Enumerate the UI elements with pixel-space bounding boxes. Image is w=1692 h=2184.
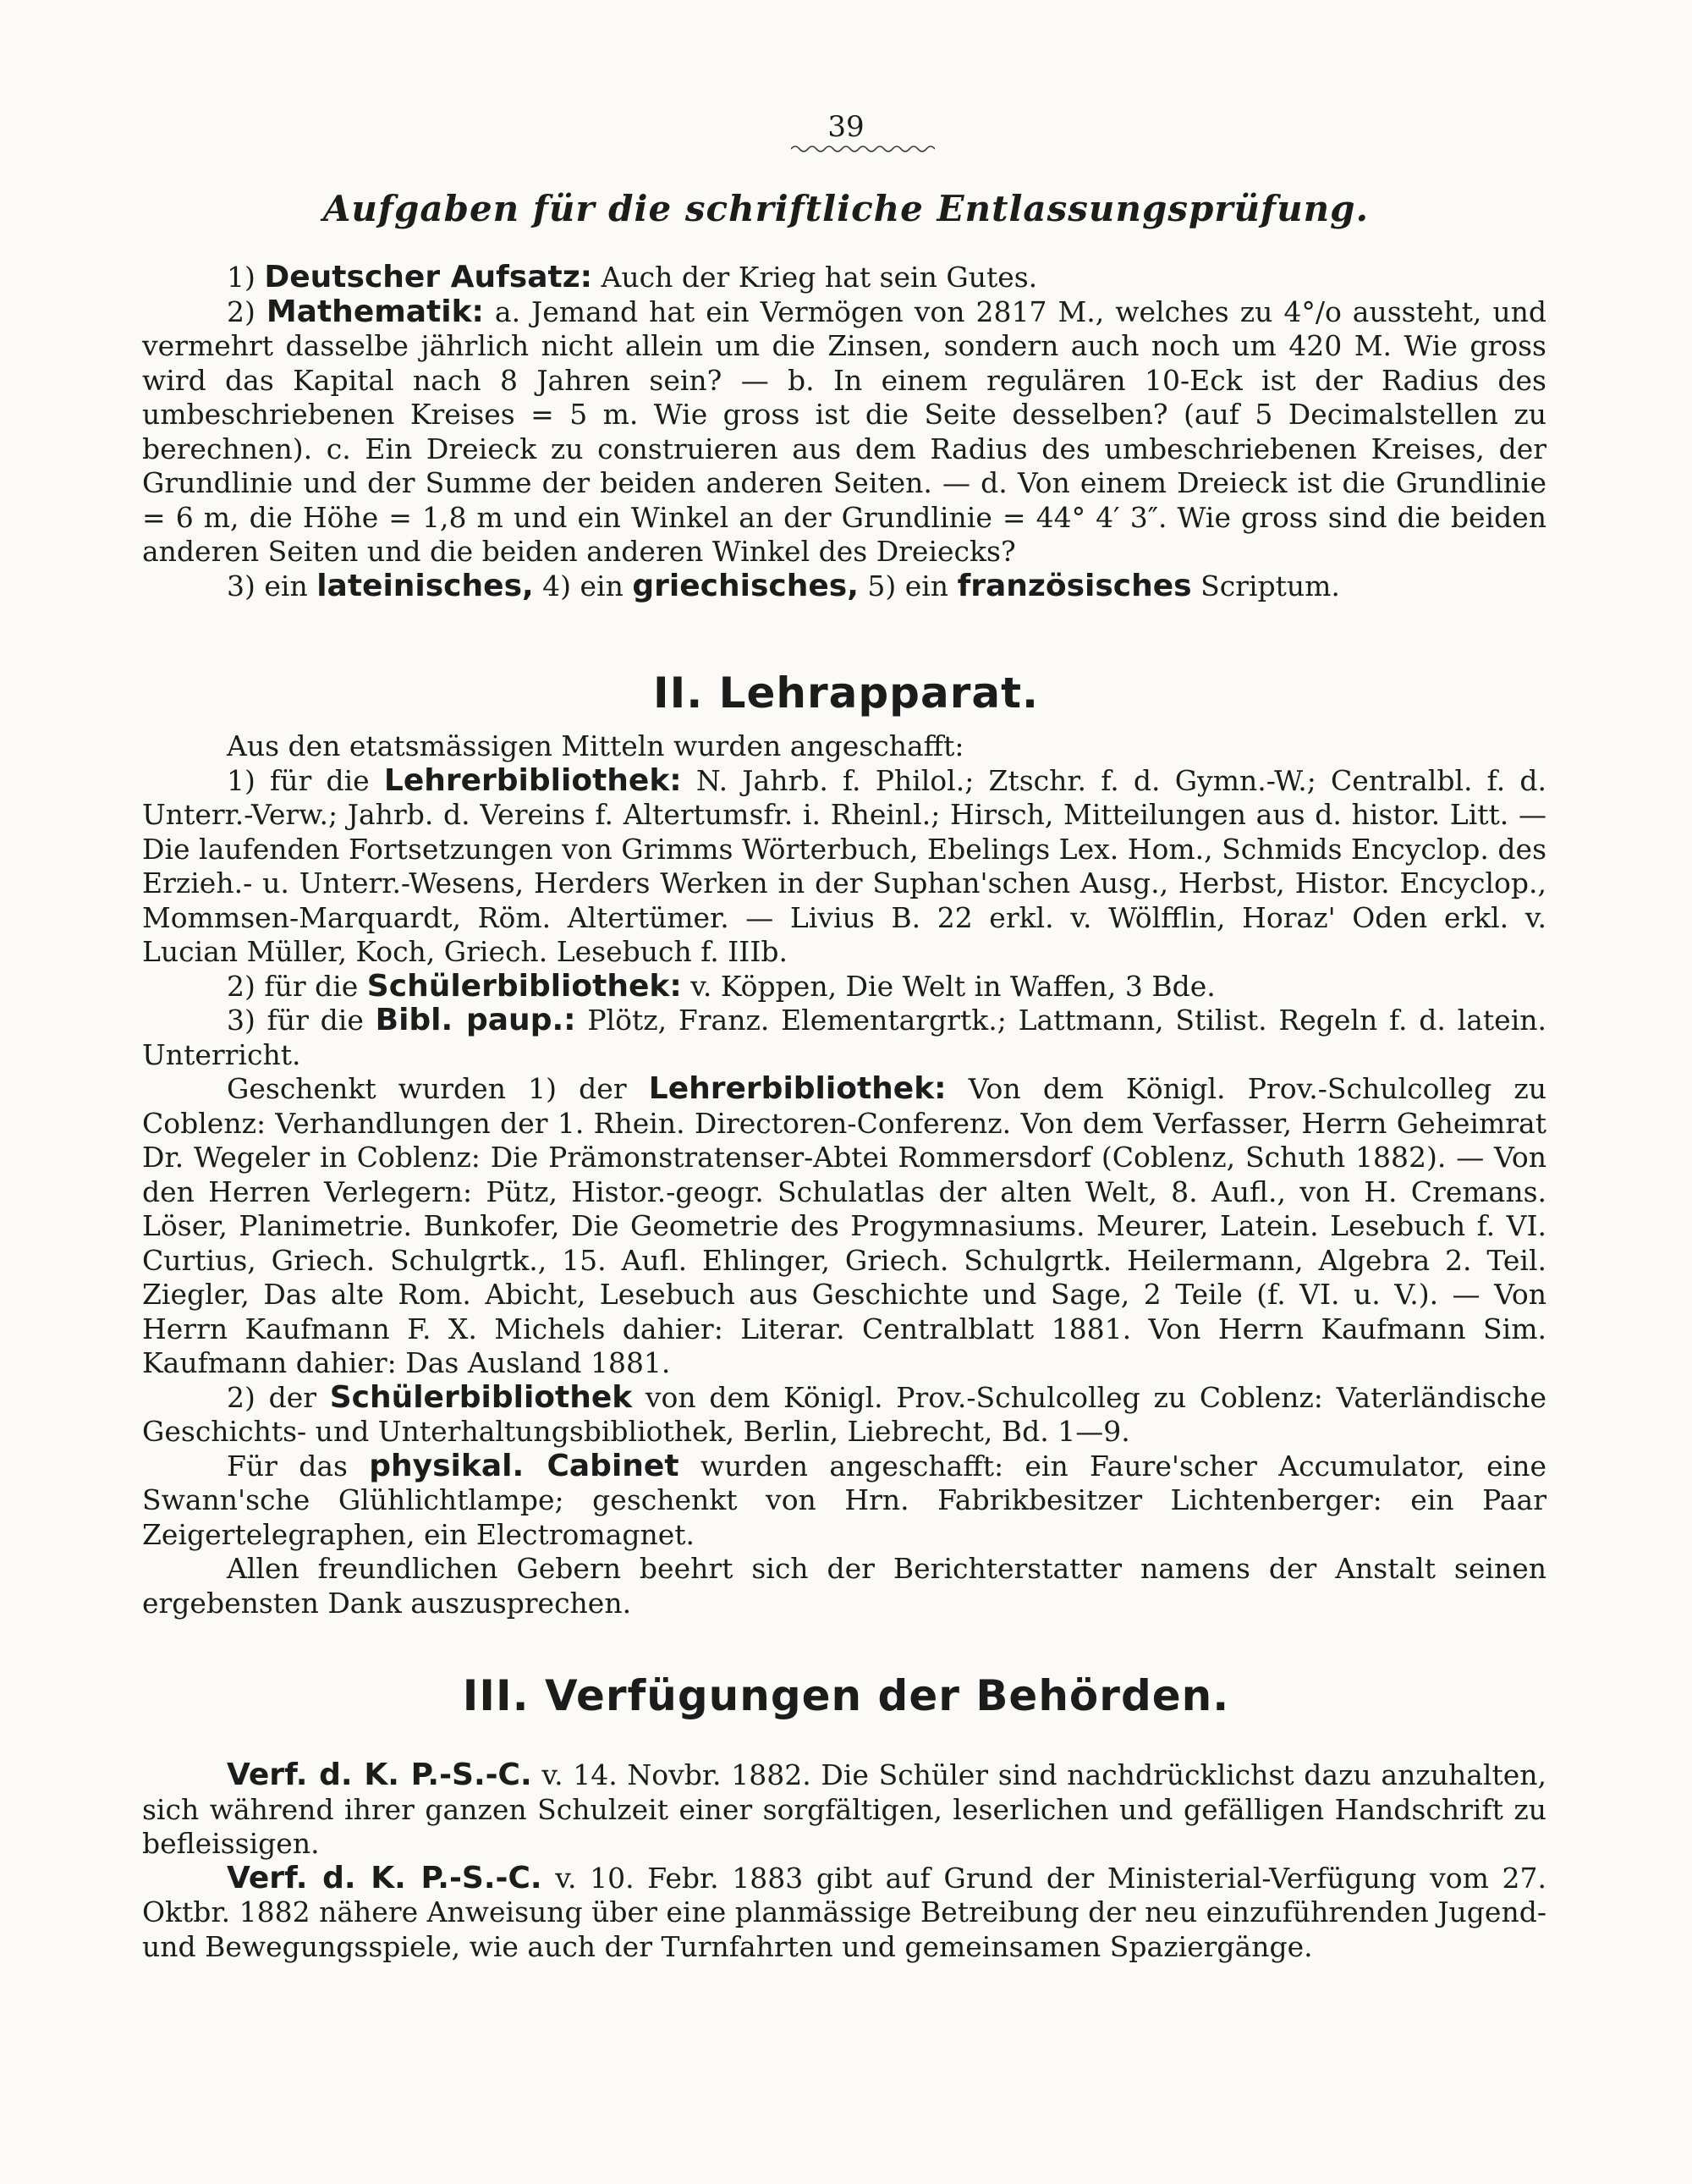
exam-tasks — [142, 261, 1546, 603]
lehrapparat-thanks: Allen freundlichen Gebern beehrt sich der Berichterstatter namens der Anstalt seinen ergebensten Dank auszusprechen. — [142, 1552, 1546, 1620]
page-number: 39 — [827, 110, 865, 144]
exam-section-title: Aufgaben für die schriftliche Entlassungsprüfung. — [322, 188, 1370, 229]
exam-item-german: 1) Deutscher Aufsatz: Auch der Krieg hat sein Gutes. — [227, 260, 1038, 294]
lehrapparat-gifts: Geschenkt wurden 1) der Lehrerbibliothek: Von dem Königl. Prov.-Schulcolleg zu Coblenz: Verhandlungen der 1. Rhein. Directoren-Conferenz. Von dem Verfasser, Herrn Geheimrat Dr. Wegeler in Coblenz: Die Prämonstratenser-Abtei Rommersdorf (Coblenz, Schuth 1882). — Von den Herren Verlegern: Pütz, Histor.-geogr. Schulatlas der alten Welt, 8. Aufl., von H. Cremans. Löser, Planimetrie. Bunkofer, Die Geometrie des Progymnasiums. Meurer, Latein. Lesebuch f. VI. Curtius, Griech. Schulgrtk., 15. Aufl. Ehlinger, Griech. Schulgrtk. Heilermann, Algebra 2. Teil. Ziegler, Das alte Rom. Abicht, Lesebuch aus Geschichte und Sage, 2 Teile (f. VI. u. V.). — Von Herrn Kaufmann F. X. Michels dahier: Literar. Centralblatt 1881. Von Herrn Kaufmann Sim. Kaufmann dahier: Das Ausland 1881. — [142, 1071, 1547, 1379]
lehrapparat-section-title: II. Lehrapparat. — [653, 668, 1039, 718]
verfuegung-1: Verf. d. K. P.-S.-C. v. 14. Novbr. 1882. Die Schüler sind nachdrücklichst dazu anzuhalten, sich während ihrer ganzen Schulzeit einer sorgfältigen, leserlichen und gefälligen Handschrift zu befleissigen. — [142, 1758, 1546, 1860]
lehrapparat-physics: Für das physikal. Cabinet wurden angeschafft: ein Faure'scher Accumulator, eine Swann'sche Glühlichtlampe; geschenkt von Hrn. Fabrikbesitzer Lichtenberger: ein Paar Zeigertelegraphen, ein Electromagnet. — [142, 1448, 1546, 1551]
lehrapparat-gifts-2: 2) der Schülerbibliothek von dem Königl. Prov.-Schulcolleg zu Coblenz: Vaterländische Geschichts- und Unterhaltungsbibliothek, Berlin, Liebrecht, Bd. 1—9. — [142, 1379, 1546, 1448]
exam-item-german-label: Deutscher Aufsatz: — [264, 260, 593, 294]
lehrapparat-item-3: 3) für die Bibl. paup.: Plötz, Franz. Elementargrtk.; Lattmann, Stilist. Regeln f. d. latein. Unterricht. — [142, 1003, 1546, 1071]
verfuegungen-body — [142, 1758, 1546, 1964]
lehrapparat-body — [142, 729, 1546, 1620]
decorative-wavy-rule — [791, 144, 935, 154]
lehrapparat-item-2: 2) für die Schülerbibliothek: v. Köppen, Die Welt in Waffen, 3 Bde. — [227, 968, 1216, 1004]
exam-item-math-label: Mathematik: — [266, 294, 484, 329]
lehrapparat-intro: Aus den etatsmässigen Mitteln wurden angeschafft: — [227, 729, 964, 762]
exam-item-math: 2) Mathematik: a. Jemand hat ein Vermögen von 2817 M., welches zu 4°/o aussteht, und vermehrt dasselbe jährlich nicht allein um die Zinsen, sondern auch noch um 420 M. Wie gross wird das Kapital nach 8 Jahren sein? — b. In einem regulären 10-Eck ist der Radius des umbeschriebenen Kreises = 5 m. Wie gross ist die Seite desselben? (auf 5 Decimalstellen zu berechnen). c. Ein Dreieck zu construieren aus dem Radius des umbeschriebenen Kreises, der Grundlinie und der Summe der beiden anderen Seiten. — d. Von einem Dreieck ist die Grundlinie = 6 m, die Höhe = 1,8 m und ein Winkel an der Grundlinie = 44° 4′ 3″. Wie gross sind die beiden anderen Seiten und die beiden anderen Winkel des Dreiecks? — [142, 294, 1546, 568]
lehrapparat-item-1: 1) für die Lehrerbibliothek: N. Jahrb. f. Philol.; Ztschr. f. d. Gymn.-W.; Centralbl. f. d. Unterr.-Verw.; Jahrb. d. Vereins f. Altertumsfr. i. Rheinl.; Hirsch, Mitteilungen aus d. histor. Litt. — Die laufenden Fortsetzungen von Grimms Wörterbuch, Ebelings Lex. Hom., Schmids Encyclop. des Erzieh.- u. Unterr.-Wesens, Herders Werken in der Suphan'schen Ausg., Herbst, Histor. Encyclop., Mommsen-Marquardt, Röm. Altertümer. — Livius B. 22 erkl. v. Wölfflin, Horaz' Oden erkl. v. Lucian Müller, Koch, Griech. Lesebuch f. IIIb. — [142, 762, 1546, 968]
exam-item-languages: 3) ein lateinisches, 4) ein griechisches, 5) ein französisches Scriptum. — [227, 568, 1340, 603]
verfuegung-2: Verf. d. K. P.-S.-C. v. 10. Febr. 1883 gibt auf Grund der Ministerial-Verfügung vom 27. Oktbr. 1882 nähere Anweisung über eine planmässige Betreibung der neu einzuführenden Jugend- und Bewegungsspiele, wie auch der Turnfahrten und gemeinsamen Spaziergänge. — [142, 1860, 1546, 1963]
verfuegungen-section-title: III. Verfügungen der Behörden. — [462, 1671, 1230, 1720]
